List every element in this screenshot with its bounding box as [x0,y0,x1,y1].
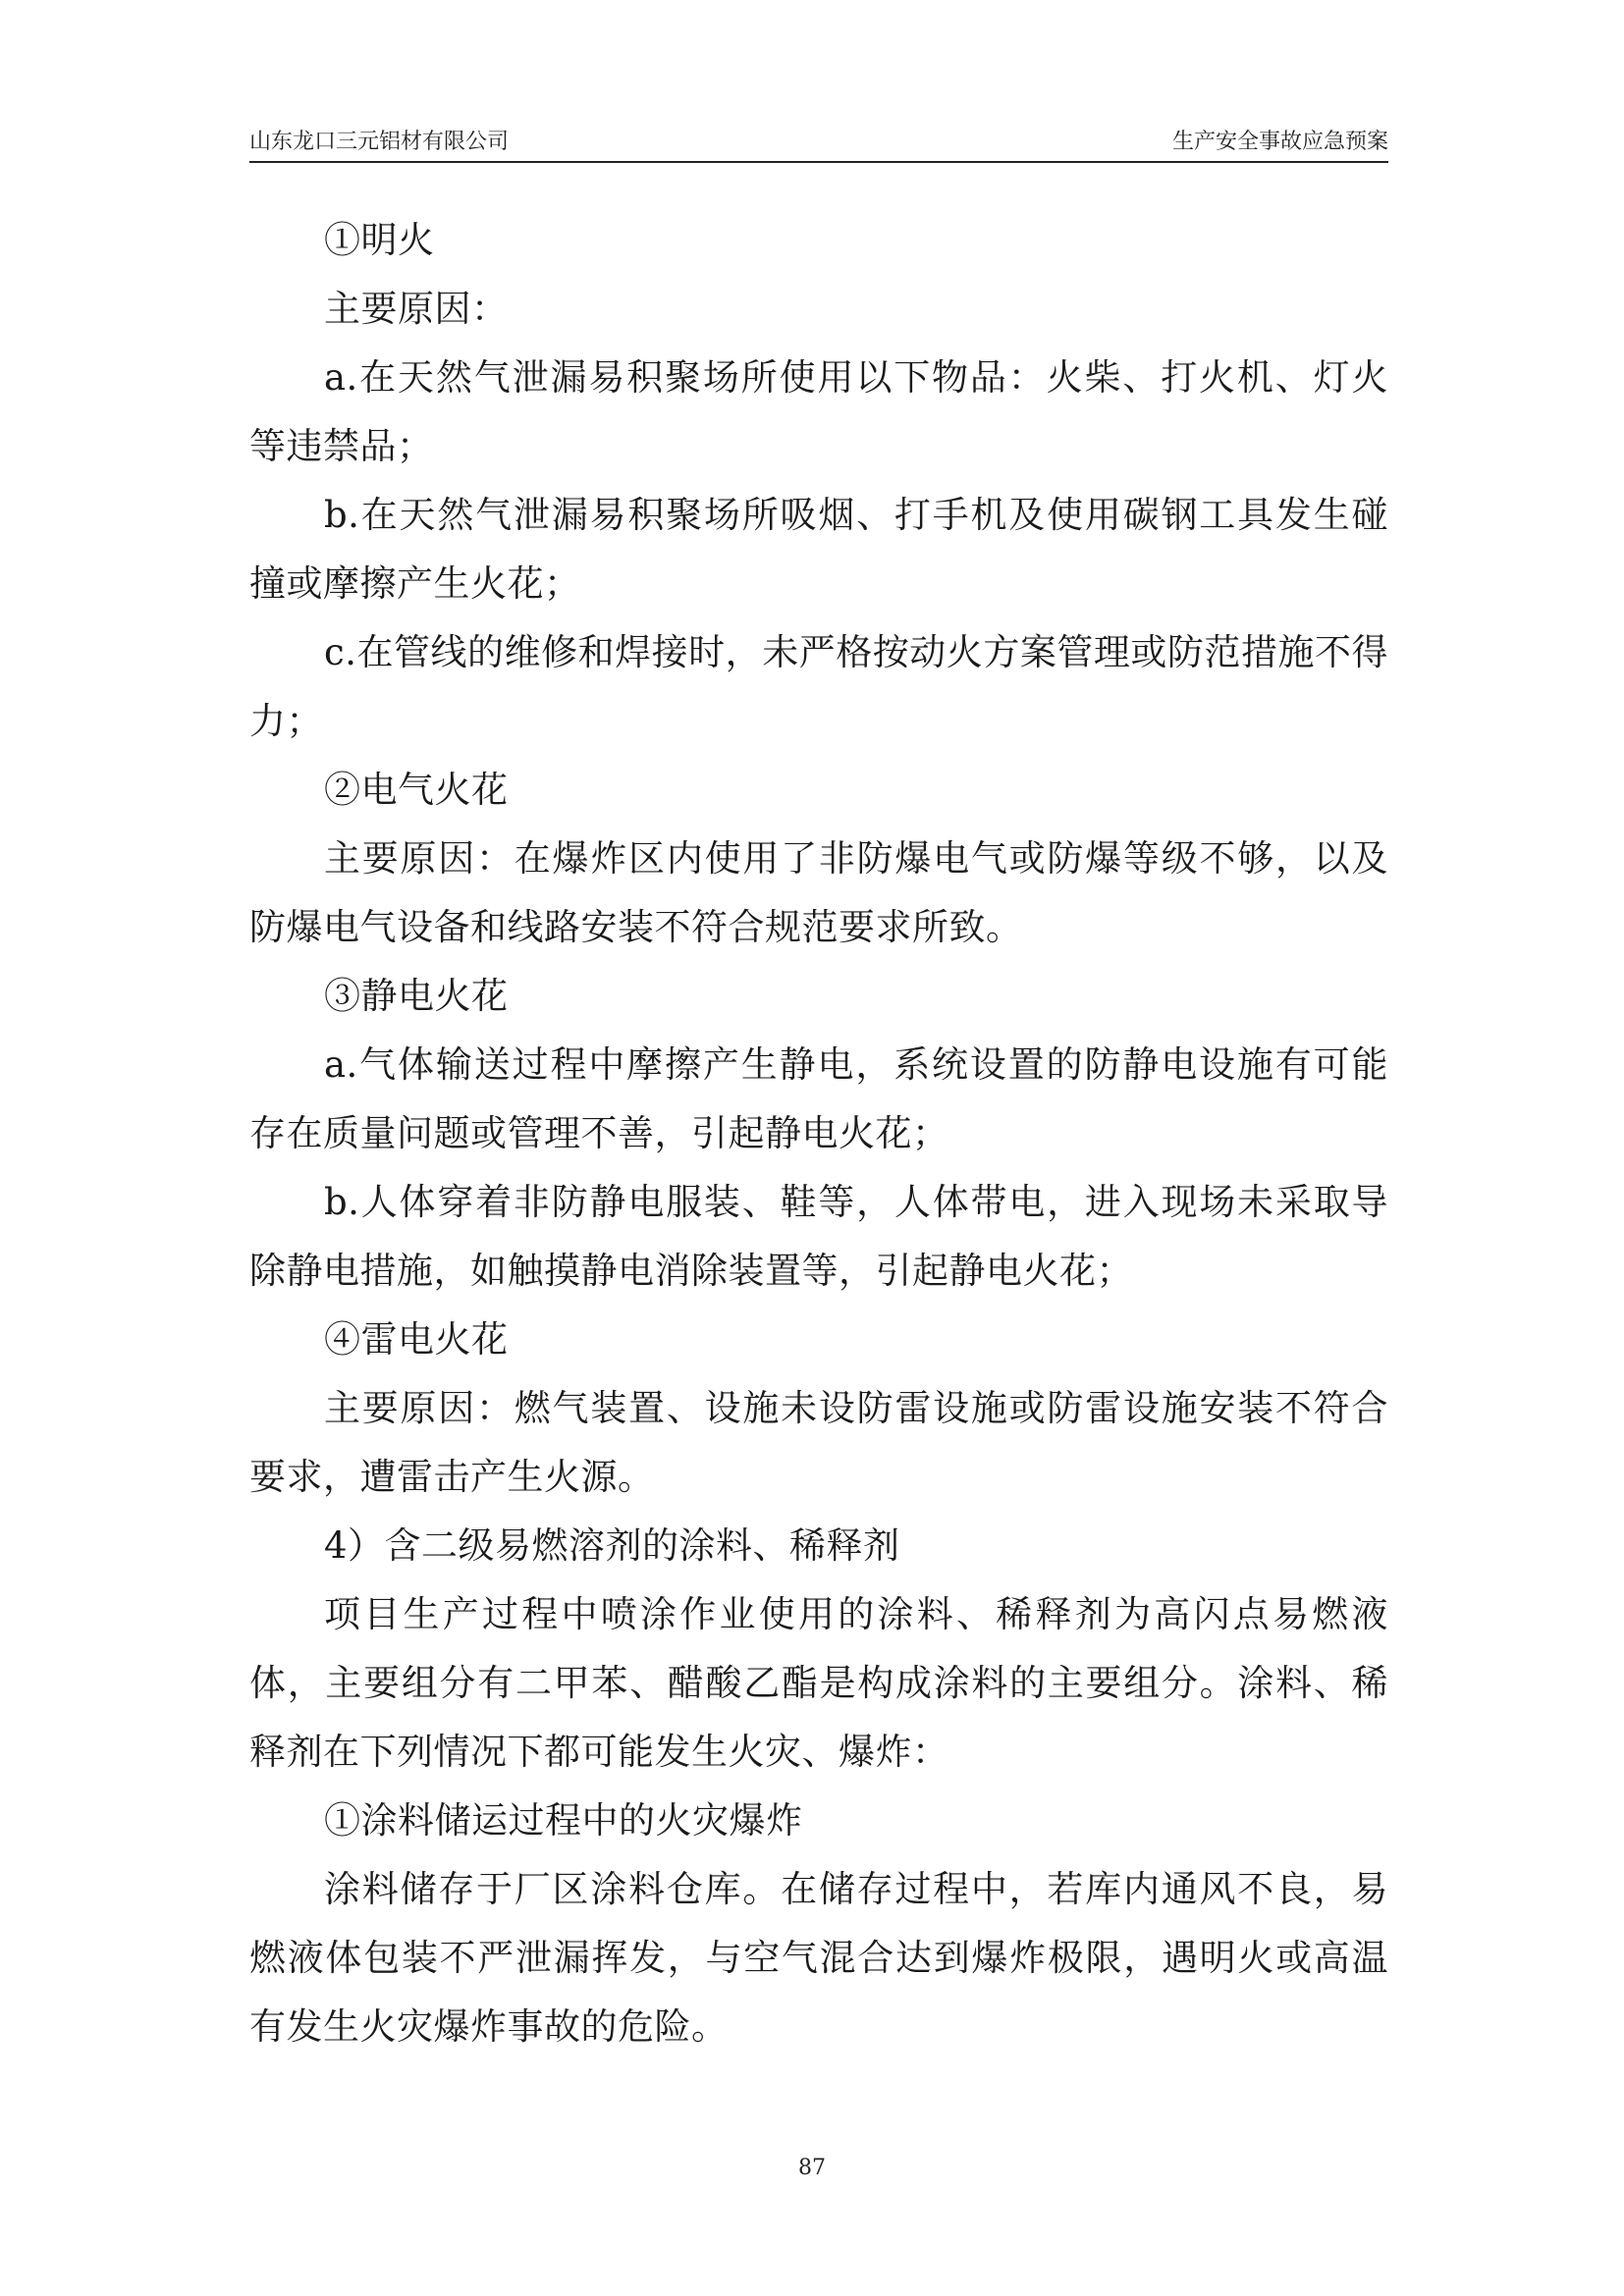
header-document-title: 生产安全事故应急预案 [1171,130,1388,154]
document-body [249,206,1388,2061]
item-b-open-fire: b.在天然气泄漏易积聚场所吸烟、打手机及使用碳钢工具发生碰撞或摩擦产生火花； [249,494,1388,605]
page-number: 87 [798,2156,826,2180]
heading-electric-spark: ②电气火花 [324,769,509,811]
heading-open-fire: ①明火 [324,219,435,261]
heading-lightning-spark: ④雷电火花 [324,1318,509,1361]
header-company: 山东龙口三元铝材有限公司 [249,130,510,154]
item-a-static-spark: a.气体输送过程中摩擦产生静电，系统设置的防静电设施有可能存在质量问题或管理不善，引起静电火花； [249,1043,1388,1154]
item-a-open-fire: a.在天然气泄漏易积聚场所使用以下物品：火柴、打火机、灯火等违禁品； [249,356,1388,467]
coating-storage-fire-description: 涂料储存于厂区涂料仓库。在储存过程中，若库内通风不良，易燃液体包装不严泄漏挥发，与空气混合达到爆炸极限，遇明火或高温有发生火灾爆炸事故的危险。 [249,1868,1388,2048]
main-cause-label: 主要原因： [324,288,509,330]
heading-solvent-coatings: 4）含二级易燃溶剂的涂料、稀释剂 [324,1524,900,1567]
solvent-coatings-description: 项目生产过程中喷涂作业使用的涂料、稀释剂为高闪点易燃液体，主要组分有二甲苯、醋酸乙酯是构成涂料的主要组分。涂料、稀释剂在下列情况下都可能发生火灾、爆炸： [249,1593,1388,1773]
heading-static-spark: ③静电火花 [324,975,509,1017]
electric-spark-cause: 主要原因：在爆炸区内使用了非防爆电气或防爆等级不够，以及防爆电气设备和线路安装不符合规范要求所致。 [249,837,1388,948]
lightning-spark-cause: 主要原因：燃气装置、设施未设防雷设施或防雷设施安装不符合要求，遭雷击产生火源。 [249,1387,1388,1498]
item-c-open-fire: c.在管线的维修和焊接时，未严格按动火方案管理或防范措施不得力； [249,631,1388,742]
item-b-static-spark: b.人体穿着非防静电服装、鞋等，人体带电，进入现场未采取导除静电措施，如触摸静电消除装置等，引起静电火花； [249,1181,1388,1292]
page-header [249,116,1388,163]
heading-coating-storage-fire: ①涂料储运过程中的火灾爆炸 [324,1799,803,1842]
